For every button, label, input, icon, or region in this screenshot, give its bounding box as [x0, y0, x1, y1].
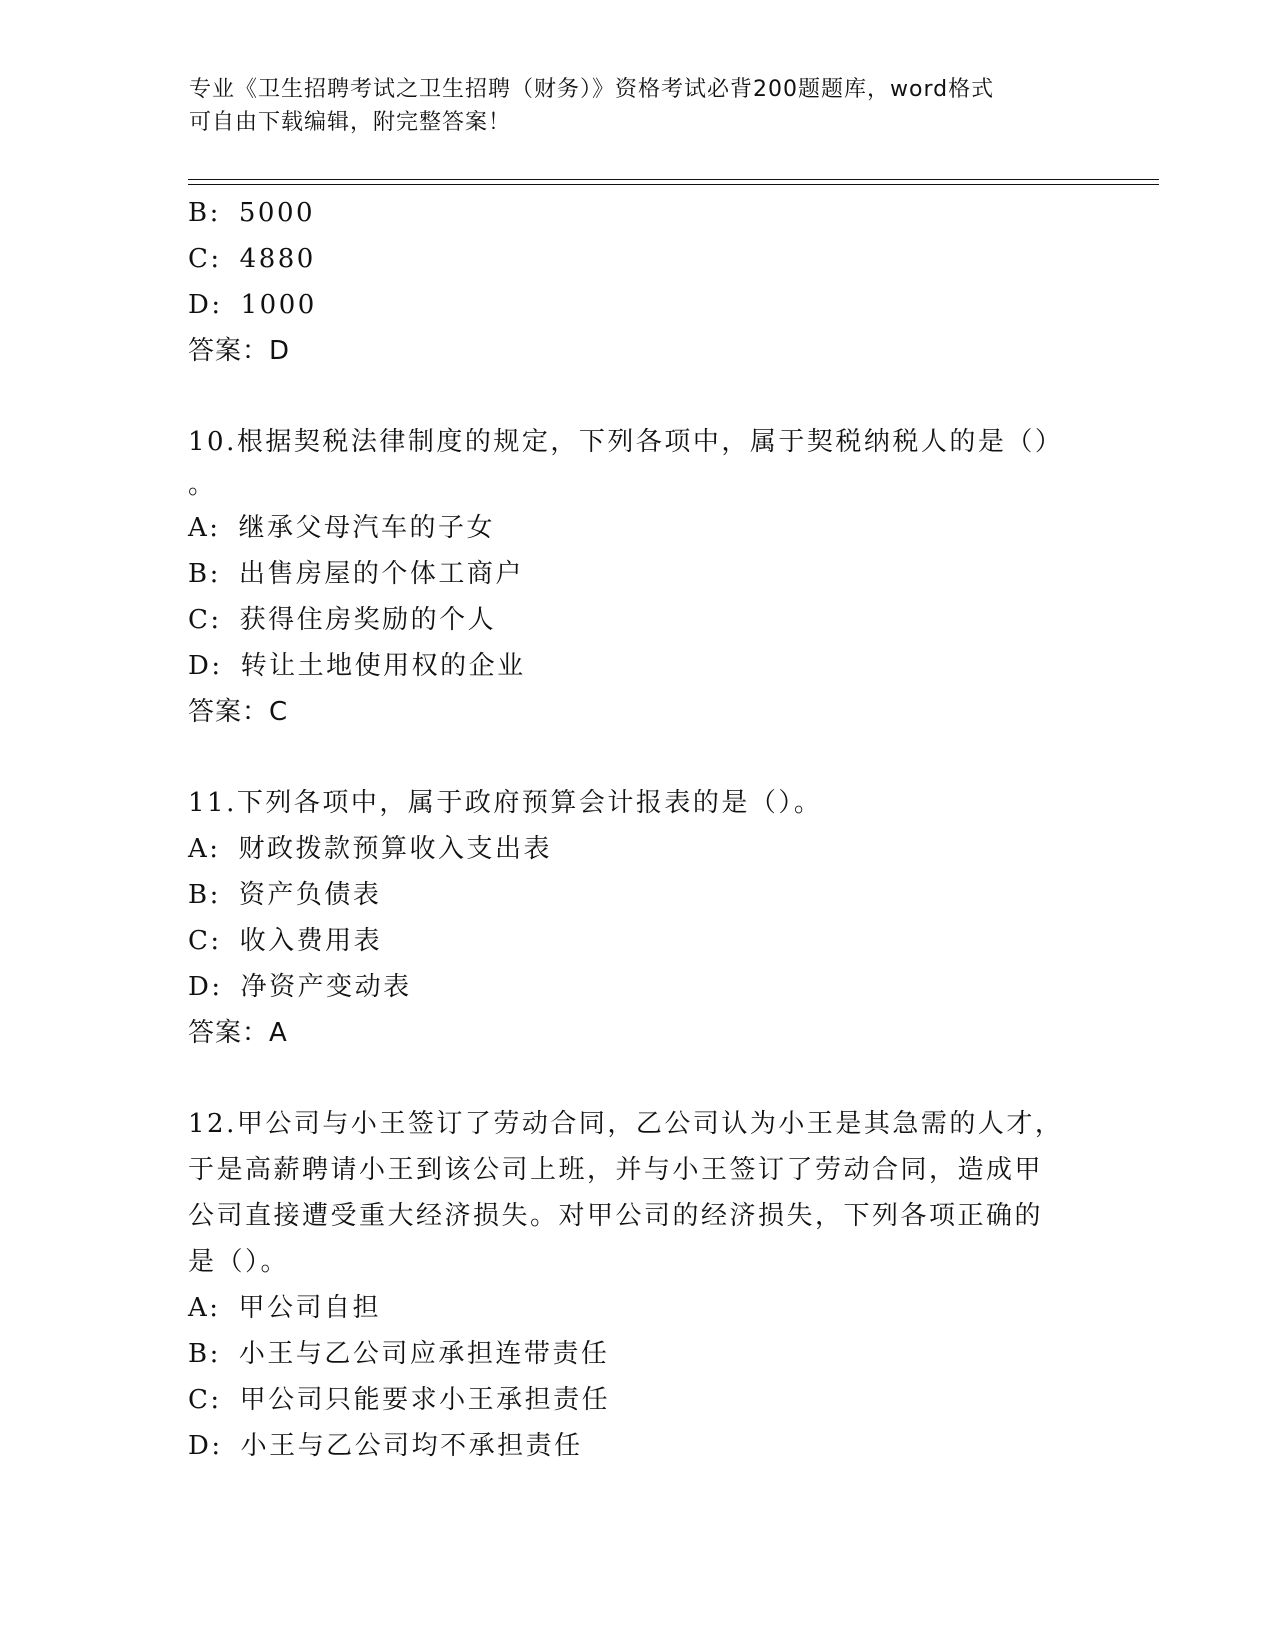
question-stem-continuation: 于是高薪聘请小王到该公司上班，并与小王签订了劳动合同，造成甲 — [188, 1155, 1044, 1185]
option-text: 1000 — [240, 290, 317, 320]
option-label: B: — [188, 880, 221, 910]
answer-line: 答案：A — [188, 1018, 288, 1048]
option-label: D: — [188, 972, 223, 1002]
option-label: D: — [188, 290, 223, 320]
option-label: A: — [188, 1293, 221, 1323]
option-text: 继承父母汽车的子女 — [238, 513, 496, 543]
option-text: 甲公司自担 — [238, 1293, 382, 1323]
question-stem-continuation: 是（）。 — [188, 1247, 290, 1277]
option-label: C: — [188, 1385, 222, 1415]
header-line-1: 专业《卫生招聘考试之卫生招聘（财务）》资格考试必背200题题库，word格式 — [189, 77, 995, 102]
document-header — [189, 73, 1069, 139]
option-label: C: — [188, 244, 222, 274]
option-c — [188, 236, 1088, 282]
option-text: 甲公司只能要求小王承担责任 — [239, 1385, 611, 1415]
option-a — [188, 505, 1088, 551]
option-a — [188, 826, 1088, 872]
option-text: 转让土地使用权的企业 — [240, 651, 526, 681]
option-d — [188, 643, 1088, 689]
option-text: 财政拨款预算收入支出表 — [238, 834, 553, 864]
question-9-tail — [188, 190, 1088, 374]
answer-line: 答案：C — [188, 697, 289, 727]
option-label: C: — [188, 605, 222, 635]
answer-line: 答案：D — [188, 336, 291, 366]
option-text: 5000 — [238, 198, 316, 228]
option-d — [188, 282, 1088, 328]
header-divider-bottom — [188, 184, 1159, 185]
option-text: 净资产变动表 — [240, 972, 412, 1002]
option-label: B: — [188, 198, 221, 228]
option-b — [188, 551, 1088, 597]
question-stem: 12.甲公司与小王签订了劳动合同，乙公司认为小王是其急需的人才， — [188, 1109, 1064, 1139]
option-b — [188, 1331, 1088, 1377]
option-text: 出售房屋的个体工商户 — [238, 559, 524, 589]
question-stem-continuation: 公司直接遭受重大经济损失。对甲公司的经济损失，下列各项正确的 — [188, 1201, 1044, 1231]
header-divider-top — [188, 179, 1159, 180]
option-label: B: — [188, 559, 221, 589]
option-c — [188, 1377, 1088, 1423]
option-label: D: — [188, 1431, 223, 1461]
option-text: 小王与乙公司均不承担责任 — [240, 1431, 583, 1461]
option-b — [188, 872, 1088, 918]
option-label: A: — [188, 834, 221, 864]
option-d — [188, 964, 1088, 1010]
option-text: 资产负债表 — [238, 880, 382, 910]
question-12 — [188, 1101, 1088, 1469]
option-c — [188, 918, 1088, 964]
header-line-2: 可自由下载编辑，附完整答案！ — [189, 110, 512, 135]
option-b — [188, 190, 1088, 236]
option-a — [188, 1285, 1088, 1331]
option-text: 4880 — [239, 244, 316, 274]
question-10 — [188, 419, 1088, 735]
document-body — [188, 190, 1088, 1469]
question-stem-continuation: 。 — [188, 470, 217, 500]
option-d — [188, 1423, 1088, 1469]
question-stem: 11.下列各项中，属于政府预算会计报表的是（）。 — [188, 788, 823, 818]
option-text: 获得住房奖励的个人 — [239, 605, 497, 635]
option-label: B: — [188, 1339, 221, 1369]
question-stem: 10.根据契税法律制度的规定，下列各项中，属于契税纳税人的是（） — [188, 427, 1064, 457]
question-11 — [188, 780, 1088, 1056]
option-text: 收入费用表 — [239, 926, 383, 956]
option-c — [188, 597, 1088, 643]
option-label: A: — [188, 513, 221, 543]
option-label: C: — [188, 926, 222, 956]
option-text: 小王与乙公司应承担连带责任 — [238, 1339, 610, 1369]
option-label: D: — [188, 651, 223, 681]
